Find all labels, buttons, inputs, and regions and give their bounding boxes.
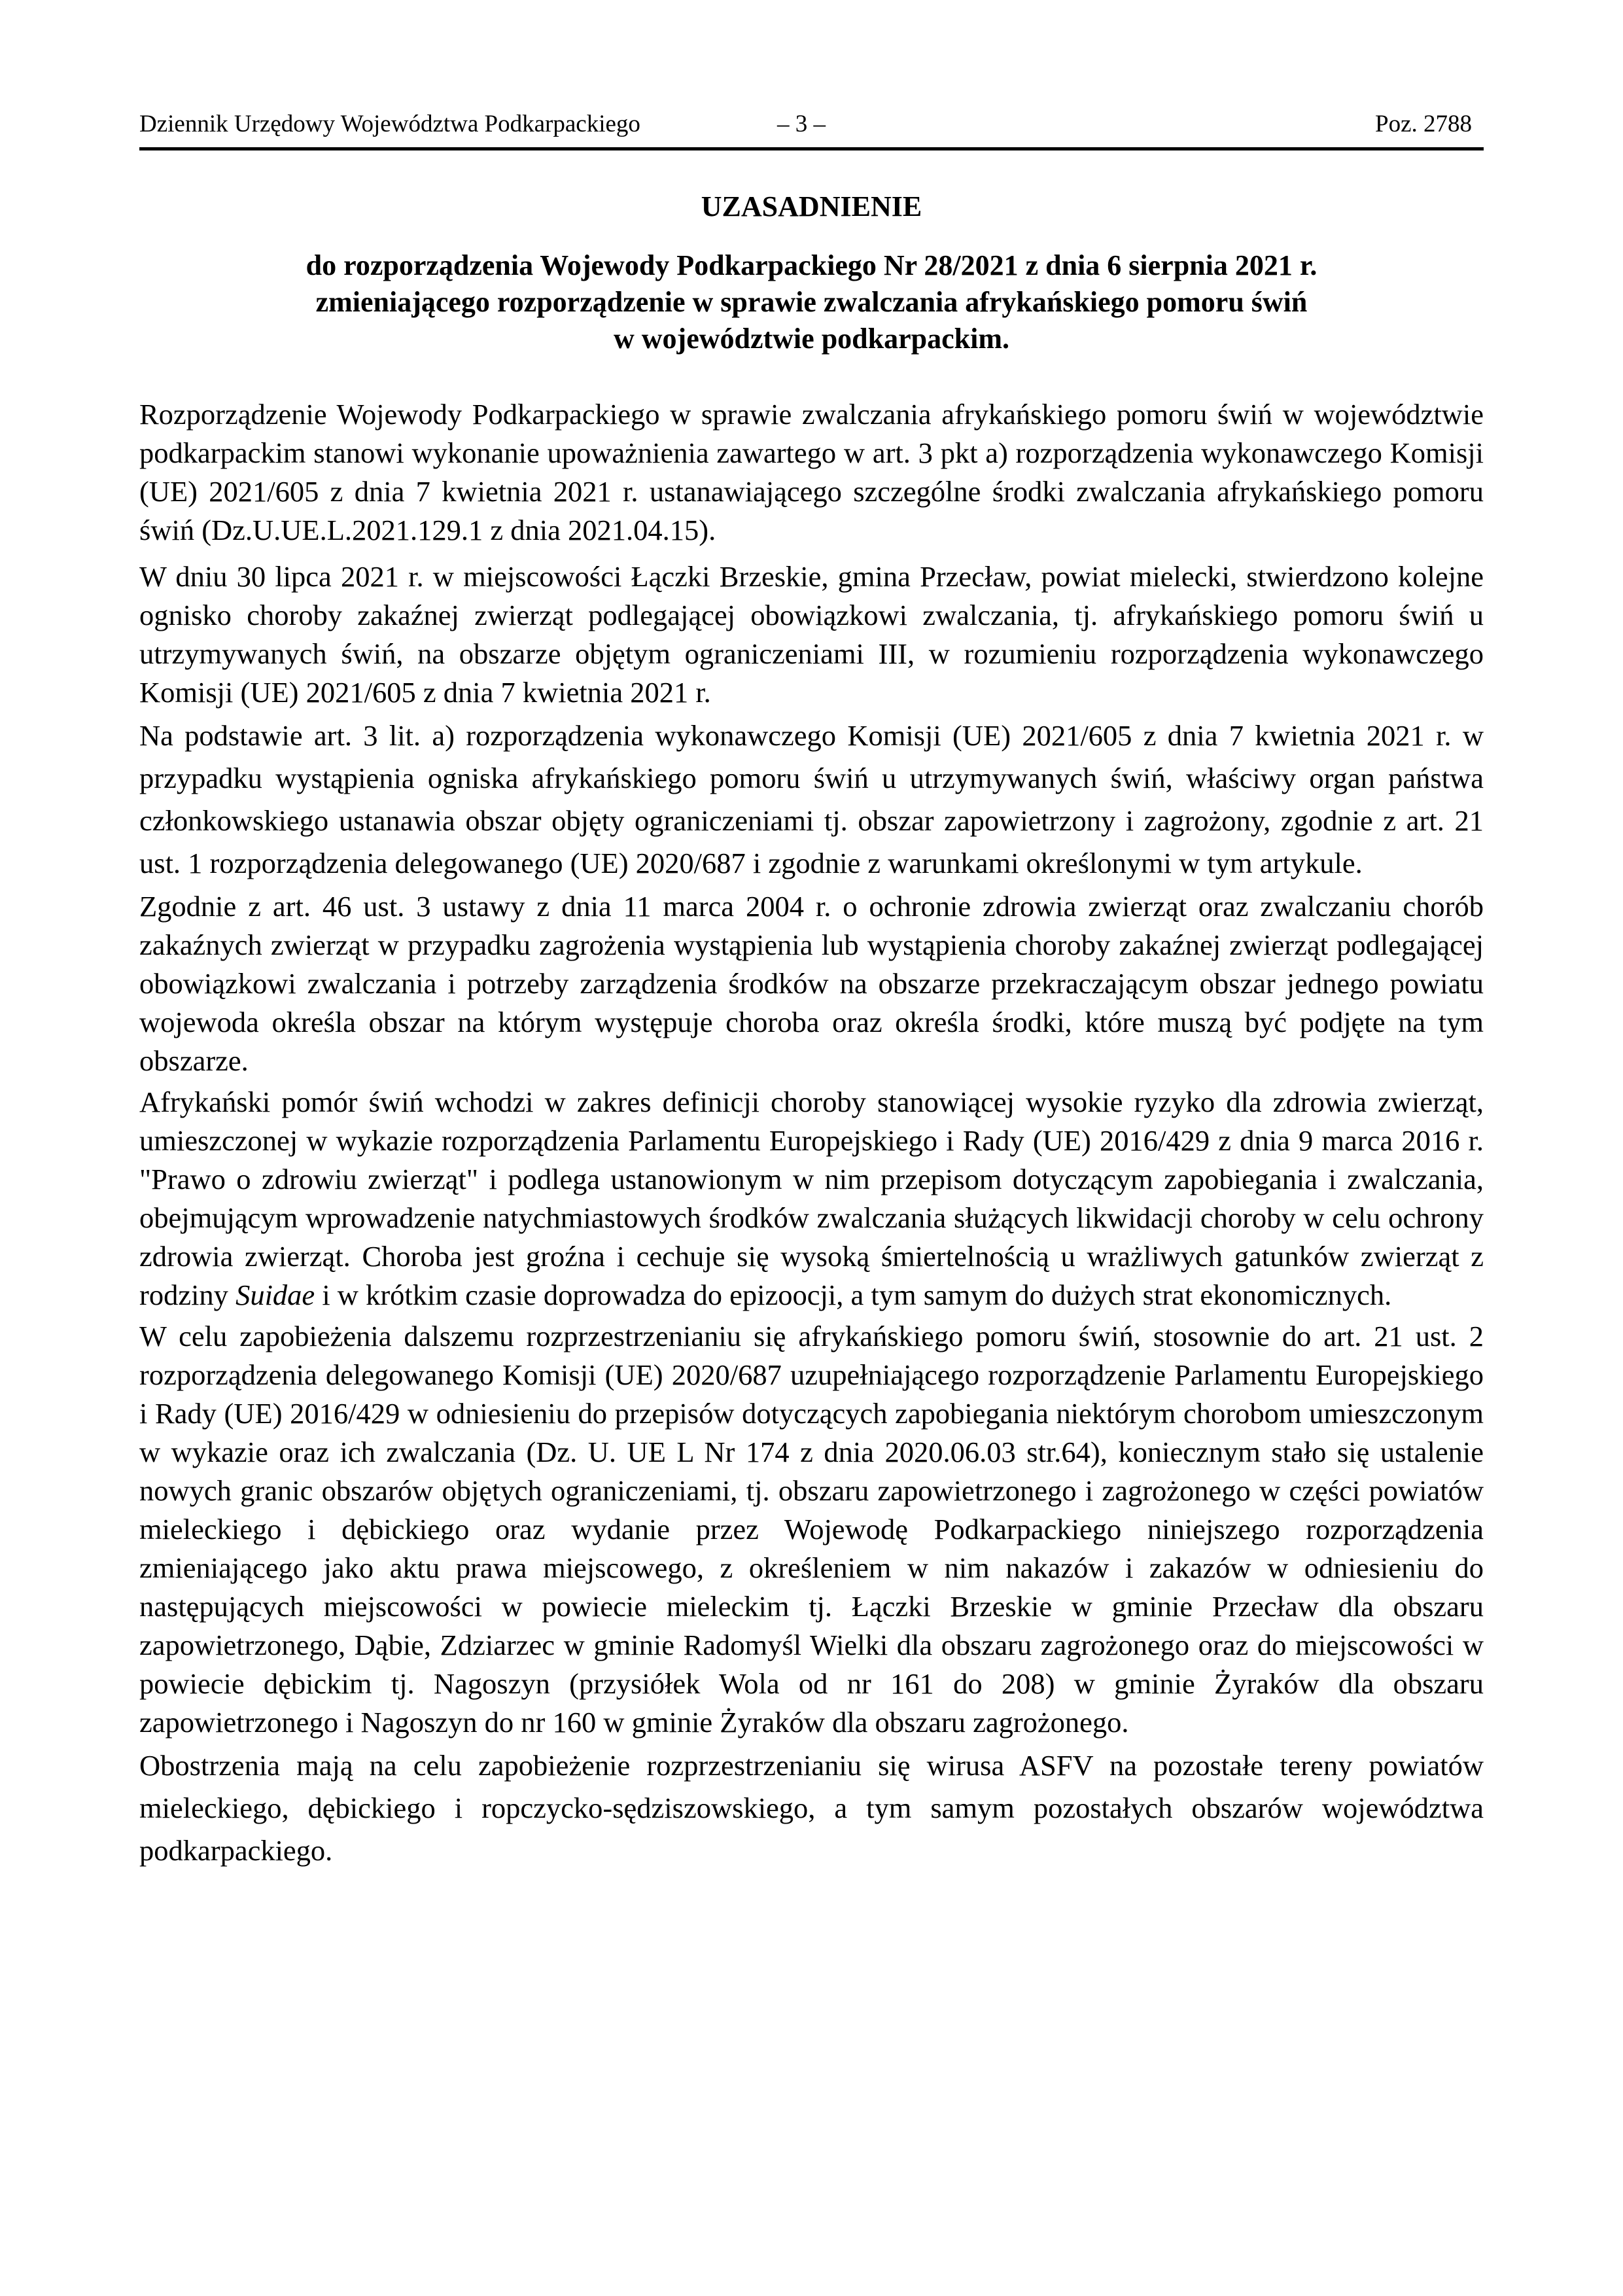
paragraph-legal-basis: Rozporządzenie Wojewody Podkarpackiego w sprawie zwalczania afrykańskiego pomoru świń w województwie podkarpackim stanowi wykonanie upoważnienia zawartego w art. 3 pkt a) rozporządzenia wykonawczego Komisji (UE) 2021/605 z dnia 7 kwietnia 2021 r. ustanawiającego szczególne środki zwalczania afrykańskiego pomoru świń (Dz.U.UE.L.2021.129.1 z dnia 2021.04.15). [139,398,1484,546]
running-header [139,110,1484,139]
paragraph-disease-definition [139,1083,1484,1315]
paragraph-purpose: Obostrzenia mają na celu zapobieżenie rozprzestrzenianiu się wirusa ASFV na pozostałe tereny powiatów mieleckiego, dębickiego i ropczycko-sędziszowskiego, a tym samym pozostałych obszarów województwa podkarpackiego. [139,1749,1484,1867]
subtitle-line: w województwie podkarpackim. [614,323,1009,355]
paragraph-text: Afrykański pomór świń wchodzi w zakres definicji choroby stanowiącej wysokie ryzyko dla zdrowia zwierząt, umieszczonej w wykazie rozporządzenia Parlamentu Europejskiego i Rady (UE) 2016/429 z dnia 9 marca 2016 r. "Prawo o zdrowiu zwierząt" i podlega ustanowionym w nim przepisom dotyczącym zapobiegania i zwalczania, obejmującym wprowadzenie natychmiastowych środków zwalczania służących likwidacji choroby w celu ochrony zdrowia zwierząt. Choroba jest groźna i cechuje się wysoką śmiertelnością u wrażliwych gatunków zwierząt z rodziny [139,1086,1484,1311]
document-title: UZASADNIENIE [701,190,922,222]
journal-title: Dziennik Urzędowy Województwa Podkarpackiego [139,111,640,137]
subtitle-line: do rozporządzenia Wojewody Podkarpackiego Nr 28/2021 z dnia 6 sierpnia 2021 r. [305,249,1318,281]
paragraph-national-law: Zgodnie z art. 46 ust. 3 ustawy z dnia 11 marca 2004 r. o ochronie zdrowia zwierząt oraz zwalczaniu chorób zakaźnych zwierząt w przypadku zagrożenia wystąpienia lub wystąpienia choroby zakaźnej zwierząt podlegającej obowiązkowi zwalczania i potrzeby zarządzenia środków na obszarze przekraczającym obszar jednego powiatu wojewoda określa obszar na którym występuje choroba oraz określa środki, które muszą być podjęte na tym obszarze. [139,890,1484,1077]
paragraph-restricted-zones: W celu zapobieżenia dalszemu rozprzestrzenianiu się afrykańskiego pomoru świń, stosownie do art. 21 ust. 2 rozporządzenia delegowanego Komisji (UE) 2020/687 uzupełniającego rozporządzenie Parlamentu Europejskiego i Rady (UE) 2016/429 w odniesieniu do przepisów dotyczących zapobiegania niektórym chorobom umieszczonym w wykazie oraz ich zwalczania (Dz. U. UE L Nr 174 z dnia 2020.06.03 str.64), koniecznym stało się ustalenie nowych granic obszarów objętych ograniczeniami, tj. obszaru zapowietrzonego i zagrożonego w części powiatów mieleckiego i dębickiego oraz wydanie przez Wojewodę Podkarpackiego niniejszego rozporządzenia zmieniającego jako aktu prawa miejscowego, z określeniem w nim nakazów i zakazów w odniesieniu do następujących miejscowości w powiecie mieleckim tj. Łączki Brzeskie w gminie Przecław dla obszaru zapowietrzonego, Dąbie, Zdziarzec w gminie Radomyśl Wielki dla obszaru zagrożonego oraz do miejscowości w powiecie dębickim tj. Nagoszyn (przysiółek Wola od nr 161 do 208) w gminie Żyraków dla obszaru zapowietrzonego i Nagoszyn do nr 160 w gminie Żyraków dla obszaru zagrożonego. [139,1320,1484,1739]
species-name: Suidae [236,1279,315,1311]
document-subtitle [139,247,1484,357]
body-text [139,395,1484,1880]
page-number: – 3 – [777,111,826,137]
position-number: Poz. 2788 [1375,111,1472,137]
title-block [139,190,1484,357]
header-divider [139,147,1484,150]
paragraph-text: i w krótkim czasie doprowadza do epizoocji, a tym samym do dużych strat ekonomicznych. [315,1279,1392,1311]
paragraph-outbreak: W dniu 30 lipca 2021 r. w miejscowości Łączki Brzeskie, gmina Przecław, powiat mielecki, stwierdzono kolejne ognisko choroby zakaźnej zwierząt podlegającej obowiązkowi zwalczania, tj. afrykańskiego pomoru świń u utrzymywanych świń, na obszarze objętym ograniczeniami III, w rozumieniu rozporządzenia wykonawczego Komisji (UE) 2021/605 z dnia 7 kwietnia 2021 r. [139,560,1484,709]
paragraph-eu-regulation: Na podstawie art. 3 lit. a) rozporządzenia wykonawczego Komisji (UE) 2021/605 z dnia 7 kwietnia 2021 r. w przypadku wystąpienia ogniska afrykańskiego pomoru świń u utrzymywanych świń, właściwy organ państwa członkowskiego ustanawia obszar objęty ograniczeniami tj. obszar zapowietrzony i zagrożony, zgodnie z art. 21 ust. 1 rozporządzenia delegowanego (UE) 2020/687 i zgodnie z warunkami określonymi w tym artykule. [139,719,1484,879]
subtitle-line: zmieniającego rozporządzenie w sprawie zwalczania afrykańskiego pomoru świń [315,286,1308,318]
